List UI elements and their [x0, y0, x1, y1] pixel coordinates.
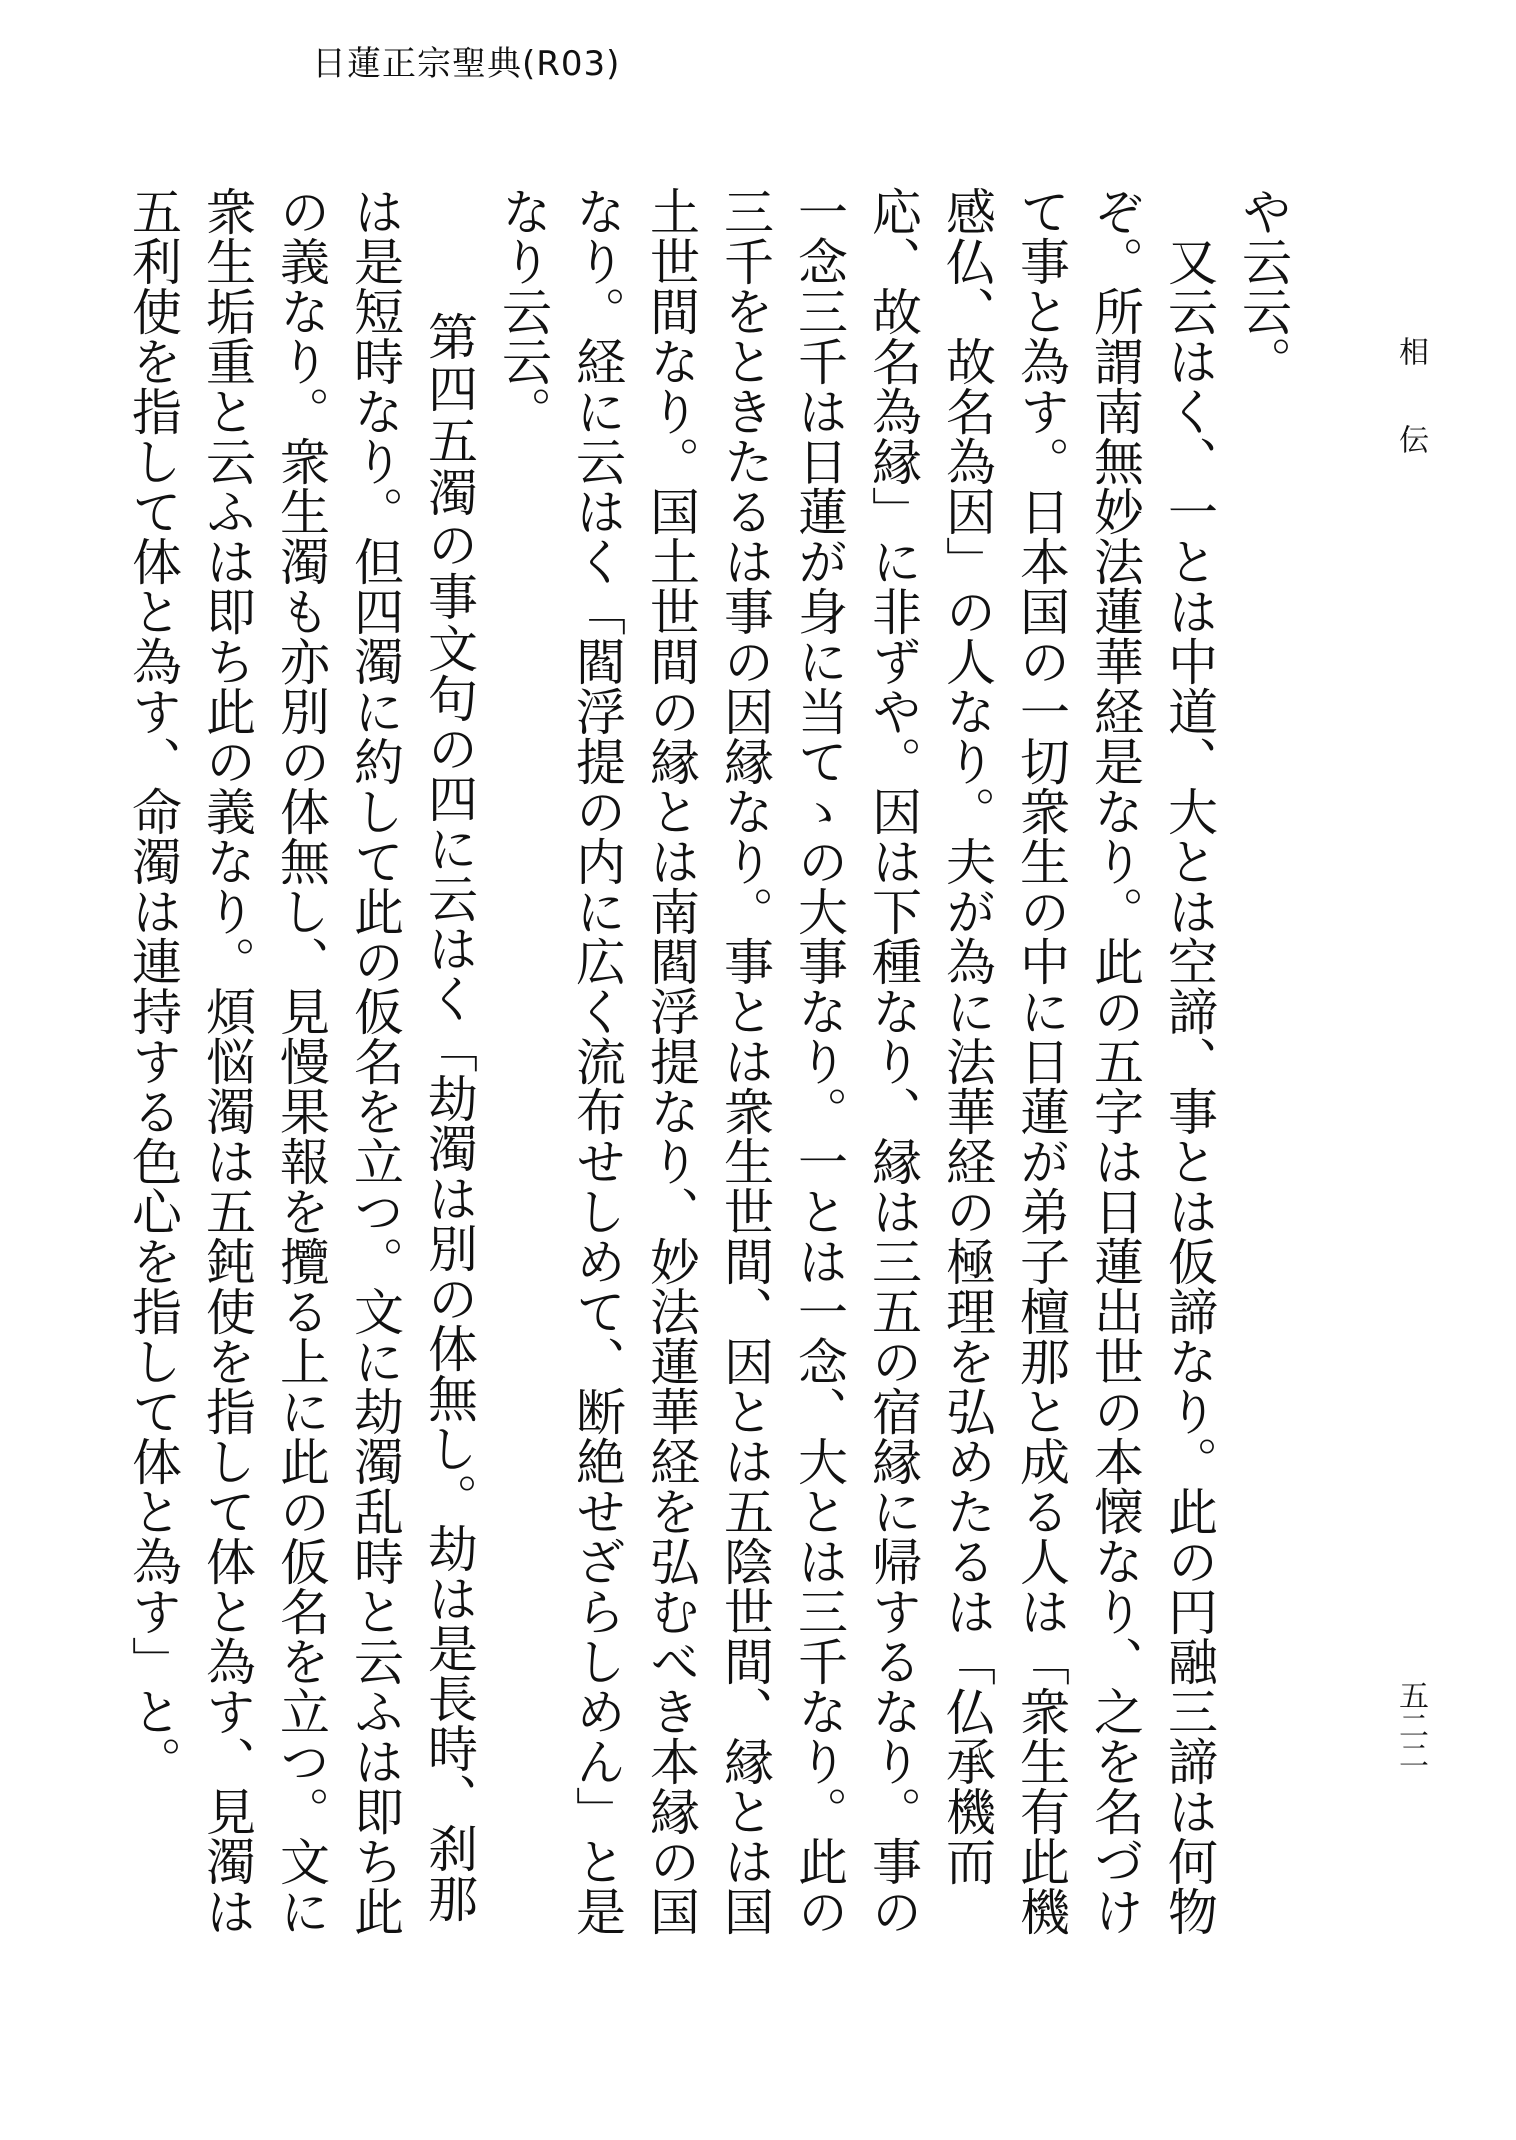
section-paragraph: [116, 186, 486, 1946]
section-number: 第四: [420, 311, 478, 415]
page-number: 五二二: [1393, 1680, 1428, 1770]
document-header-title: 日蓮正宗聖典(R03): [312, 44, 621, 84]
paragraph: 又云はく、一とは中道、大とは空諦、事とは仮諦なり。此の円融三諦は何物ぞ。所謂南無妙法蓮華経是なり。此の五字は日蓮出世の本懐なり、之を名づけて事と為す。日本国の一切衆生の中に日蓮が弟子檀那と成る人は「衆生有此機感仏、故名為因」の人なり。夫が為に法華経の極理を弘めたるは「仏承機而応、故名為縁」に非ずや。因は下種なり、縁は三五の宿縁に帰するなり。事の一念三千は日蓮が身に当てゝの大事なり。一とは一念、大とは三千なり。此の三千をときたるは事の因縁なり。事とは衆生世間、因とは五陰世間、縁とは国土世間なり。国土世間の縁とは南閻浮提なり、妙法蓮華経を弘むべき本縁の国なり。経に云はく「閻浮提の内に広く流布せしめて、断絶せざらしめん」と是なり云云。: [494, 186, 1218, 1936]
running-head: 相伝: [1393, 336, 1428, 512]
section-text: 文句の四に云はく「劫濁は別の体無し。劫は是長時、刹那は是短時なり。但四濁に約して此の仮名を立つ。文に劫濁乱時と云ふは即ち此の義なり。衆生濁も亦別の体無し、見慢果報を攬る上に此の仮名を立つ。文に衆生垢重と云ふは即ち此の義なり。煩悩濁は五鈍使を指して体と為す、見濁は五利使を指して体と為す、命濁は連持する色心を指して体と為す」と。: [124, 186, 478, 1936]
paragraph: や云云。: [1234, 186, 1292, 386]
section-title: 五濁の事: [420, 415, 478, 623]
body-text: [124, 186, 1300, 1946]
